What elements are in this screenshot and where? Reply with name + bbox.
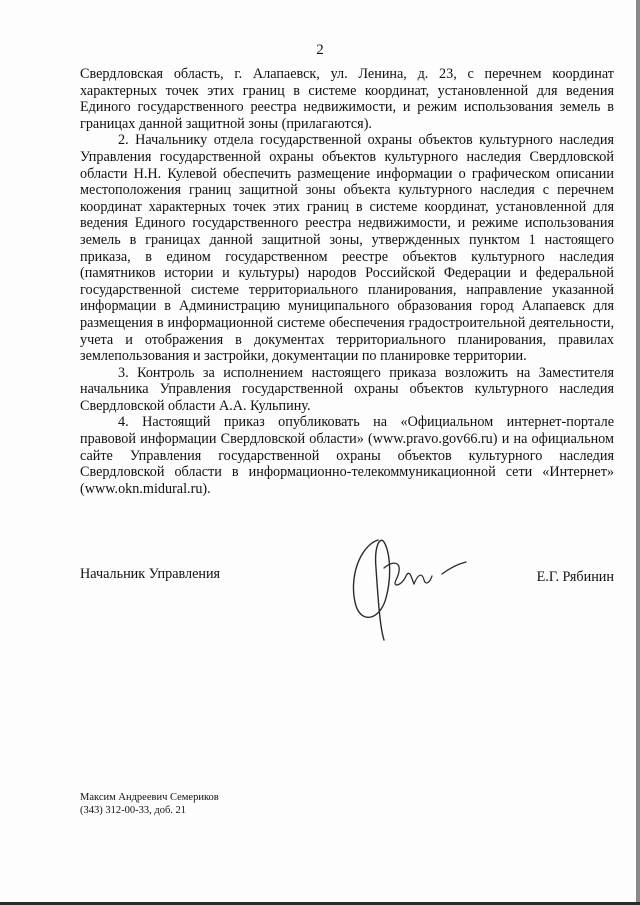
paragraph-continuation: Свердловская область, г. Алапаевск, ул. Ленина, д. 23, с перечнем координат характерных точек этих границ в системе координат, установленной для ведения Единого государственного реестра недвижимости, и режим использования земель в границах данной защитной зоны (прилагаются). (80, 66, 614, 132)
scan-edge-right (636, 0, 640, 905)
page-number: 2 (316, 42, 324, 58)
executor-info (80, 792, 219, 817)
paragraph-item-2: 2. Начальнику отдела государственной охраны объектов культурного наследия Управления государственной охраны объектов культурного наследия Свердловской области Н.Н. Кулевой обеспечить размещение информации о графическом описании местоположения границ защитной зоны объекта культурного наследия с перечнем координат характерных точек этих границ в системе координат, установленной для ведения Единого государственного реестра недвижимости, и режиме использования земель в границах данной защитной зоны, утвержденных пунктом 1 настоящего приказа, в едином государственном реестре объектов культурного наследия (памятников истории и культуры) народов Российской Федерации и федеральной государственной системе территориального планирования, направление указанной информации в Администрацию муниципального образования город Алапаевск для размещения в информационной системе обеспечения градостроительной деятельности, учета и отображения в документах территориального планирования, правилах землепользования и застройки, документации по планировке территории. (80, 132, 614, 365)
paragraph-item-3: 3. Контроль за исполнением настоящего приказа возложить на Заместителя начальника Управления государственной охраны объектов культурного наследия Свердловской области А.А. Кульпину. (80, 364, 614, 414)
document-body (80, 66, 614, 497)
executor-name: Максим Андреевич Семериков (80, 792, 219, 803)
executor-phone: (343) 312-00-33, доб. 21 (80, 804, 187, 816)
signature-block (80, 566, 614, 586)
signatory-name: Е.Г. Рябинин (536, 569, 614, 585)
signatory-title: Начальник Управления (80, 566, 221, 582)
paragraph-item-4: 4. Настоящий приказ опубликовать на «Официальном интернет-портале правовой информации Свердловской области» (www.pravo.gov66.ru) и на официальном сайте Управления государственной охраны объектов культурного наследия Свердловской области в информационно-телекоммуникационной сети «Интернет» (www.okn.midural.ru). (80, 414, 614, 497)
handwritten-signature (340, 528, 470, 648)
